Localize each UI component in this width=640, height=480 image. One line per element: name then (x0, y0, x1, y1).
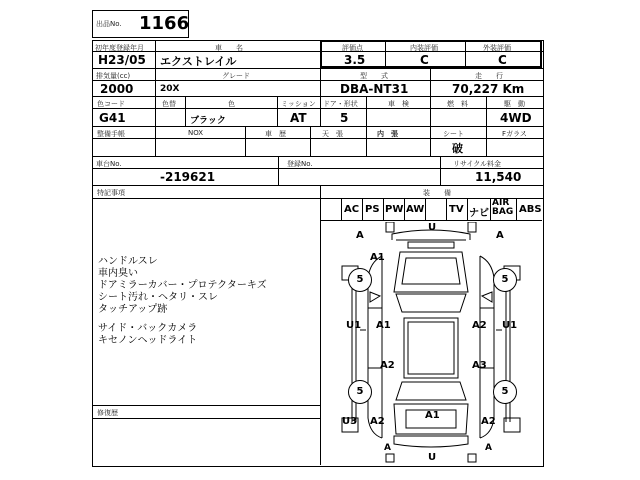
mission-value: AT (290, 111, 307, 125)
color-change-label: 色替 (162, 100, 176, 108)
note-line: シート汚れ・ヘタリ・スレ (98, 292, 218, 303)
mark-front-bumper-left: A1 (370, 252, 385, 263)
mark-rear-door-left: A2 (380, 360, 395, 371)
mileage-value: 70,227 Km (452, 82, 525, 96)
repair-label: 修復歴 (97, 409, 118, 417)
mark-rear-center: U (428, 452, 437, 463)
color-code-value: G41 (99, 111, 126, 125)
equip-pw: PW (385, 204, 404, 215)
grade-label: グレード (222, 72, 250, 80)
inspection-label: 車 検 (388, 100, 409, 108)
lot-box (92, 10, 189, 38)
note-line: 車内臭い (98, 268, 138, 279)
regno-label: 登録No. (287, 160, 313, 168)
mark-door-right: A2 (472, 320, 487, 331)
exterior-score-value: C (498, 53, 507, 67)
score-label: 評価点 (342, 44, 363, 52)
drive-label: 駆 動 (504, 100, 525, 108)
mark-tailgate: A1 (425, 410, 440, 421)
color-label: 色 (228, 100, 235, 108)
doors-value: 5 (340, 111, 349, 125)
model-label: 型 式 (360, 72, 388, 80)
reg-value: H23/05 (98, 53, 146, 67)
mark-front-right: A (496, 230, 504, 241)
equip-ac: AC (344, 204, 360, 215)
mileage-label: 走 行 (475, 72, 503, 80)
roof-lining-label: 天 張 (322, 130, 343, 138)
note-line: タッチアップ跡 (98, 304, 168, 315)
name-value: エクストレイル (160, 55, 237, 68)
notes-label: 特記事項 (97, 189, 125, 197)
mark-front-center: U (428, 222, 437, 233)
maintenance-label: 整備手帳 (97, 130, 125, 138)
equip-airbag: AIR BAG (492, 198, 514, 217)
mark-side-right: U1 (502, 320, 518, 331)
mission-label: ミッション (281, 100, 316, 108)
exterior-score-label: 外装評価 (483, 44, 511, 52)
mark-side-left: U1 (346, 320, 362, 331)
seat-value: 破 (452, 142, 463, 155)
cc-label: 排気量(cc) (96, 72, 131, 80)
mark-tire-rr: 5 (493, 380, 517, 404)
history-label: 車 歴 (265, 130, 286, 138)
recycle-label: リサイクル料金 (453, 160, 502, 168)
nox-label: NOX (188, 129, 204, 137)
seat-label: シート (443, 130, 464, 138)
equip-abs: ABS (519, 204, 542, 215)
mark-tire-rl: 5 (348, 380, 372, 404)
mark-tire-fl: 5 (348, 268, 372, 292)
car-diagram (322, 222, 540, 464)
grade-value: 20X (160, 84, 180, 94)
lot-label: 出品No. (96, 20, 122, 28)
mark-rear-quarter-left: A2 (370, 416, 385, 427)
note-line: キセノンヘッドライト (98, 335, 198, 346)
note-line: ドアミラーカバー・プロテクターキズ (98, 280, 267, 291)
name-label: 車 名 (215, 44, 243, 52)
cc-value: 2000 (100, 82, 134, 96)
lot-number: 1166 (139, 13, 190, 34)
model-value: DBA-NT31 (340, 82, 409, 96)
fuel-label: 燃 料 (447, 100, 468, 108)
chassis-value: -219621 (160, 170, 216, 184)
mark-door-left: A1 (376, 320, 391, 331)
doors-label: ドア・形状 (323, 100, 358, 108)
equip-navi: ナビ (469, 208, 489, 219)
mark-rear-door-right: A3 (472, 360, 487, 371)
drive-value: 4WD (500, 111, 532, 125)
mark-rear-side-left: U3 (342, 416, 358, 427)
equip-tv: TV (449, 204, 464, 215)
mark-rear-left: A (384, 443, 391, 453)
interior-lining-label: 内 張 (377, 130, 398, 138)
mark-rear-quarter-right: A2 (481, 416, 496, 427)
recycle-value: 11,540 (475, 170, 522, 184)
reg-label: 初年度登録年月 (95, 44, 144, 52)
mark-rear-right: A (485, 443, 492, 453)
mark-tire-fr: 5 (493, 268, 517, 292)
equipment-label: 装 備 (423, 189, 451, 197)
front-glass-label: Fガラス (502, 130, 527, 138)
note-line: ハンドルスレ (98, 256, 158, 267)
equip-ps: PS (365, 204, 380, 215)
note-line: サイド・バックカメラ (98, 323, 198, 334)
score-value: 3.5 (344, 53, 366, 67)
equip-aw: AW (406, 204, 425, 215)
color-code-label: 色コード (97, 100, 125, 108)
interior-score-label: 内装評価 (410, 44, 438, 52)
color-value: ブラック (190, 116, 226, 126)
mark-front-left: A (356, 230, 364, 241)
interior-score-value: C (420, 53, 429, 67)
chassis-label: 車台No. (96, 160, 122, 168)
